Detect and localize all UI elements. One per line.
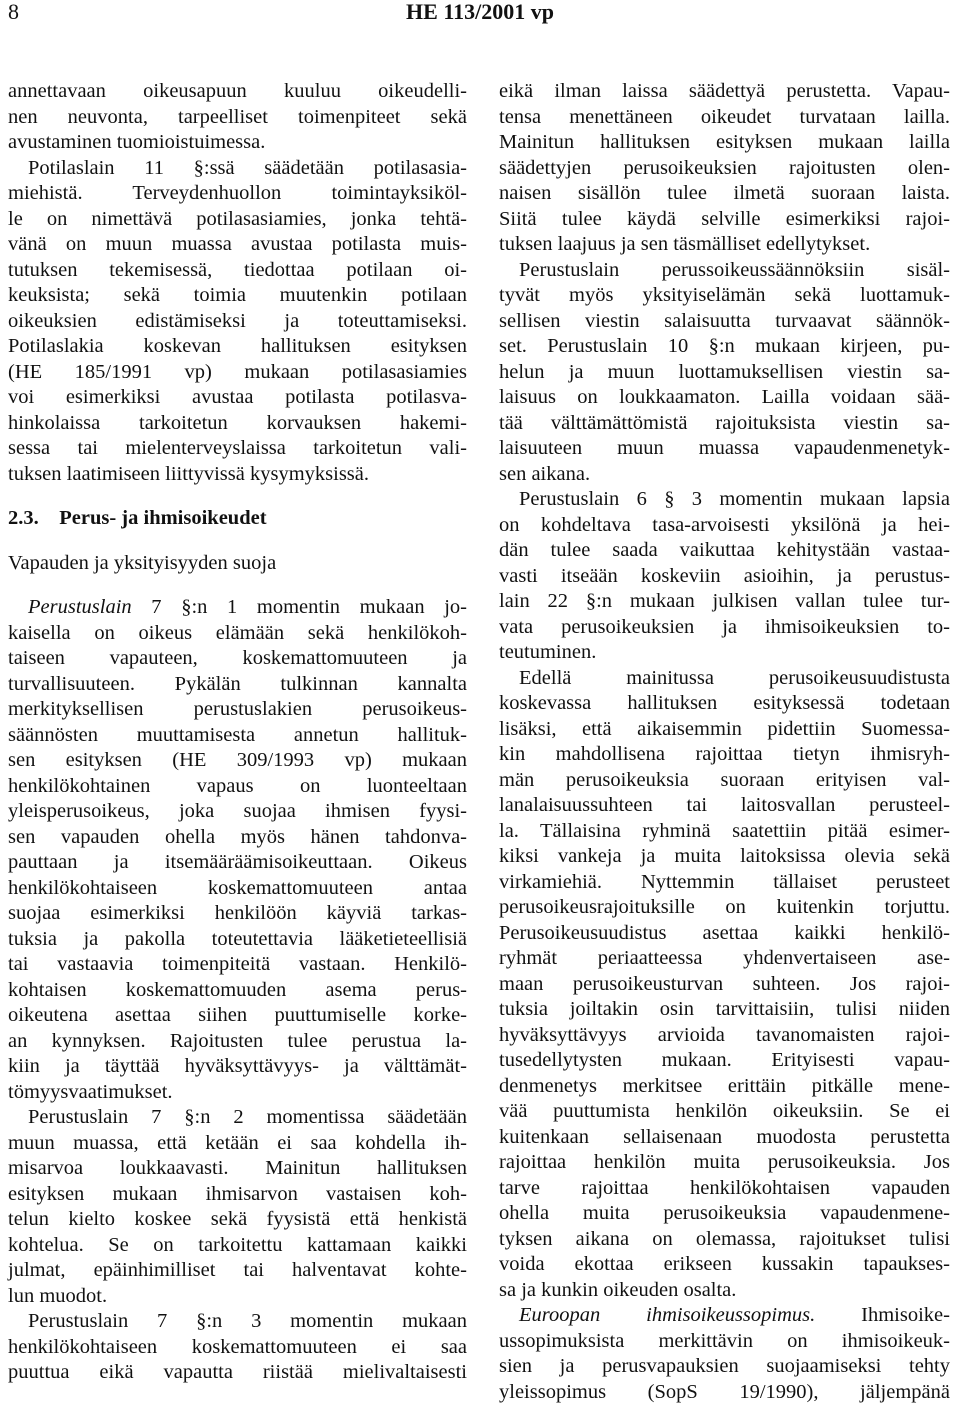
text-line: sien ja perusvapauksien suojaamiseksi tehty bbox=[499, 1354, 950, 1380]
text-line bbox=[8, 595, 467, 621]
section-heading: 2.3. Perus- ja ihmisoikeudet bbox=[8, 506, 467, 532]
text-line: koskevassa hallituksen esityksessä todetaan bbox=[499, 691, 950, 717]
text-line: virkamiehiä. Nyttemmin tällaiset perusteet bbox=[499, 870, 950, 896]
text-line: henkilökohtaiseen koskemattomuuteen antaa bbox=[8, 876, 467, 902]
text-line: hyväksyttävyys arvioida tavanomaisten rajoi- bbox=[499, 1023, 950, 1049]
text-line: le on nimettävä potilasasiamies, jonka tehtä- bbox=[8, 207, 467, 233]
text-line: Perusoikeusuudistus asettaa kaikki henkilö- bbox=[499, 921, 950, 947]
text-line: keuksista; sekä toimia muutenkin potilaan bbox=[8, 283, 467, 309]
text-line: sen vapauden ohella myös hänen tahdonva- bbox=[8, 825, 467, 851]
text-line: misarvoa loukkaavasti. Mainitun hallituksen bbox=[8, 1156, 467, 1182]
text-line: puuttua eikä vapautta riistää mielivaltaisesti bbox=[8, 1360, 467, 1386]
text-line: kiksi vankeja ja muita laitoksissa olevia sekä bbox=[499, 844, 950, 870]
text-line: vata perusoikeuksien ja ihmisoikeuksien to- bbox=[499, 615, 950, 641]
text-line: kohtaisen koskemattomuuden asema perus- bbox=[8, 978, 467, 1004]
text-line: hinkolaissa tarkoitetun korvauksen hakemi- bbox=[8, 411, 467, 437]
text-line: tensa menettäneen oikeudet turvataan lailla. bbox=[499, 105, 950, 131]
text-line: eikä ilman laissa säädettyä perustetta. Vapau- bbox=[499, 79, 950, 105]
text-line: annettavaan oikeusapuun kuuluu oikeudelli- bbox=[8, 79, 467, 105]
text-line: laisuus on loukkaamaton. Lailla voidaan sää- bbox=[499, 385, 950, 411]
text-line: Perustuslain 7 §:n 3 momentin mukaan bbox=[8, 1309, 467, 1335]
text-line: sen esityksen (HE 309/1993 vp) mukaan bbox=[8, 748, 467, 774]
text-line: Perustuslain 6 § 3 momentin mukaan lapsia bbox=[499, 487, 950, 513]
text-line: oikeutena asettaa siihen puuttumiselle korke- bbox=[8, 1003, 467, 1029]
text-line: lain 22 §:n mukaan julkisen vallan tulee tur- bbox=[499, 589, 950, 615]
text-line: lisäksi, että aikaisemmin pidettiin Suomessa- bbox=[499, 717, 950, 743]
text-line: säännösten muuttamisesta annetun hallituk- bbox=[8, 723, 467, 749]
text-line: säädettyjen perusoikeuksien rajoitusten olen- bbox=[499, 156, 950, 182]
text-line: Potilaslakia koskevan hallituksen esityksen bbox=[8, 334, 467, 360]
text-line: muun muassa, että ketään ei saa kohdella ih- bbox=[8, 1131, 467, 1157]
text-line: ohella muita perusoikeuksia vapaudenmene- bbox=[499, 1201, 950, 1227]
text-line: helun ja muun luottamuksellisen viestin sa- bbox=[499, 360, 950, 386]
text-line: yleisperusoikeus, joka suojaa ihmisen fyysi- bbox=[8, 799, 467, 825]
text-line: sa ja kunkin oikeuden osalta. bbox=[499, 1278, 950, 1304]
text-line: sellisen viestin salaisuutta turvaavat säännök- bbox=[499, 309, 950, 335]
paragraph bbox=[499, 79, 950, 258]
text-line: tai vastaavia toimenpiteitä vastaan. Henkilö- bbox=[8, 952, 467, 978]
text-line: laisuuteen muun muassa vapaudenmenetyk- bbox=[499, 436, 950, 462]
paragraph bbox=[8, 156, 467, 488]
text-line: pauttaan ja itsemääräämisoikeuttaan. Oikeus bbox=[8, 850, 467, 876]
text-line: lanalaisuussuhteen tai laitosvallan perusteel- bbox=[499, 793, 950, 819]
text-line: sessa tai mielenterveyslaissa tarkoitetun vali- bbox=[8, 436, 467, 462]
text-line: kohtelua. Se on tarkoitettu kattamaan kaikki bbox=[8, 1233, 467, 1259]
text-line: miehistä. Terveydenhuollon toimintayksiköl- bbox=[8, 181, 467, 207]
text-line: julmat, epäinhimilliset tai halventavat kohte- bbox=[8, 1258, 467, 1284]
text-line: dän tulee saada vaikuttaa kehitystään vastaa- bbox=[499, 538, 950, 564]
text-line: tuksen laatimiseen liittyvissä kysymyksissä. bbox=[8, 462, 467, 488]
text-line: vänä on muun muassa avustaa potilasta muis- bbox=[8, 232, 467, 258]
text-line: tyvät myös yksityiselämän sekä luottamuk- bbox=[499, 283, 950, 309]
text-line: denmenetys merkitsee erittäin pitkälle mene- bbox=[499, 1074, 950, 1100]
right-column bbox=[499, 79, 950, 1405]
text-line: ussopimuksista merkittävin on ihmisoikeuk- bbox=[499, 1329, 950, 1355]
text-line: tarve rajoittaa henkilökohtaisen vapauden bbox=[499, 1176, 950, 1202]
text-line: Perustuslain perussoikeussäännöksiin sisäl- bbox=[499, 258, 950, 284]
text-line: ryhmät periaatteessa yhdenvertaiseen ase- bbox=[499, 946, 950, 972]
text-line: nen neuvonta, tarpeelliset toimenpiteet sekä bbox=[8, 105, 467, 131]
text-line: kiin ja täyttää hyväksyttävyys- ja välttämät- bbox=[8, 1054, 467, 1080]
text-line: (HE 185/1991 vp) mukaan potilasasiamies bbox=[8, 360, 467, 386]
text-line: kin mahdollisena rajoittaa tietyn ihmisryh- bbox=[499, 742, 950, 768]
text-line: esityksen mukaan ihmisarvon vastaisen koh- bbox=[8, 1182, 467, 1208]
italic-term: Perustuslain bbox=[28, 596, 132, 618]
italic-term: Euroopan ihmisoikeussopimus. bbox=[519, 1304, 815, 1326]
text-line: Mainitun hallituksen esityksen mukaan lailla bbox=[499, 130, 950, 156]
subsection-heading: Vapauden ja yksityisyyden suoja bbox=[8, 551, 467, 577]
text-line: tömyysvaatimukset. bbox=[8, 1080, 467, 1106]
text-line: Siitä tulee käydä selville esimerkiksi rajoi- bbox=[499, 207, 950, 233]
text-line: maan perusoikeusturvan suhteen. Jos rajoi- bbox=[499, 972, 950, 998]
text-line: män perusoikeuksia suoraan erityisen val- bbox=[499, 768, 950, 794]
text-line: Perustuslain 7 §:n 2 momentissa säädetään bbox=[8, 1105, 467, 1131]
text-line: on kohdeltava tasa-arvoisesti yksilönä ja hei- bbox=[499, 513, 950, 539]
text-line: perusoikeusrajoituksille on kuitenkin torjuttu. bbox=[499, 895, 950, 921]
text-line: an kynnyksen. Rajoitusten tulee perustua la- bbox=[8, 1029, 467, 1055]
text-line: Edellä mainitussa perusoikeusuudistusta bbox=[499, 666, 950, 692]
text-line: la. Tällaisina ryhminä saatettiin pitää esimer- bbox=[499, 819, 950, 845]
text-fragment: Ihmisoike- bbox=[815, 1304, 950, 1326]
text-line: rajoittaa henkilön muita perusoikeuksia. Jos bbox=[499, 1150, 950, 1176]
paragraph bbox=[499, 487, 950, 666]
text-line: yleissopimus (SopS 19/1990), jäljempänä bbox=[499, 1380, 950, 1405]
text-line: tuksia joiltakin osin tarvittaisiin, tulisi niiden bbox=[499, 997, 950, 1023]
text-line: set. Perustuslain 10 §:n mukaan kirjeen, pu- bbox=[499, 334, 950, 360]
text-line: merkityksellisen perustuslakien perusoikeus- bbox=[8, 697, 467, 723]
text-line: oikeuksien edistämiseksi ja toteuttamiseksi. bbox=[8, 309, 467, 335]
text-line: vasti itseään koskeviin asioihin, ja perustus- bbox=[499, 564, 950, 590]
text-line: naisen sisällön tulee ilmetä suoraan laista. bbox=[499, 181, 950, 207]
text-line: lun muodot. bbox=[8, 1284, 467, 1310]
text-line: henkilökohtaiseen koskemattomuuteen ei saa bbox=[8, 1335, 467, 1361]
text-line: turvallisuuteen. Pykälän tulkinnan kannalta bbox=[8, 672, 467, 698]
text-line: sen aikana. bbox=[499, 462, 950, 488]
text-line: Potilaslain 11 §:ssä säädetään potilasasia- bbox=[8, 156, 467, 182]
text-line: tää välttämättömistä rajoituksista viestin sa- bbox=[499, 411, 950, 437]
text-line: taiseen vapauteen, koskemattomuuteen ja bbox=[8, 646, 467, 672]
paragraph bbox=[8, 1309, 467, 1386]
text-line: kuitenkaan sellaisenaan muodosta perustetta bbox=[499, 1125, 950, 1151]
text-line: tyksen aikana on olemassa, rajoitukset tulisi bbox=[499, 1227, 950, 1253]
text-line: teutuminen. bbox=[499, 640, 950, 666]
text-line: tuksia ja pakolla toteutettavia lääketieteellisiä bbox=[8, 927, 467, 953]
text-line bbox=[499, 1303, 950, 1329]
page-header: HE 113/2001 vp bbox=[0, 0, 960, 30]
text-line: tutuksen tekemisessä, tiedottaa potilaan oi- bbox=[8, 258, 467, 284]
left-column bbox=[8, 79, 467, 1386]
text-line: tusedellytysten mukaan. Erityisesti vapau- bbox=[499, 1048, 950, 1074]
paragraph bbox=[8, 79, 467, 156]
text-line: suojaa esimerkiksi henkilöön käyviä tarkas- bbox=[8, 901, 467, 927]
text-fragment: 7 §:n 1 momentin mukaan jo- bbox=[132, 596, 467, 618]
text-line: voida ekottaa erikseen kussakin tapaukses- bbox=[499, 1252, 950, 1278]
text-line: henkilökohtainen vapaus on luonteeltaan bbox=[8, 774, 467, 800]
paragraph bbox=[8, 595, 467, 1105]
text-line: avustaminen tuomioistuimessa. bbox=[8, 130, 467, 156]
paragraph bbox=[8, 1105, 467, 1309]
paragraph bbox=[499, 258, 950, 488]
page-number: 8 bbox=[8, 0, 19, 30]
paragraph bbox=[499, 666, 950, 1304]
text-line: tuksen laajuus ja sen täsmälliset edellytykset. bbox=[499, 232, 950, 258]
text-line: voi esimerkiksi avustaa potilasta potilasva- bbox=[8, 385, 467, 411]
text-line: telun kielto koskee sekä fyysistä että henkistä bbox=[8, 1207, 467, 1233]
text-line: kaisella on oikeus elämään sekä henkilökoh- bbox=[8, 621, 467, 647]
text-line: vää puuttumista henkilön oikeuksiin. Se ei bbox=[499, 1099, 950, 1125]
